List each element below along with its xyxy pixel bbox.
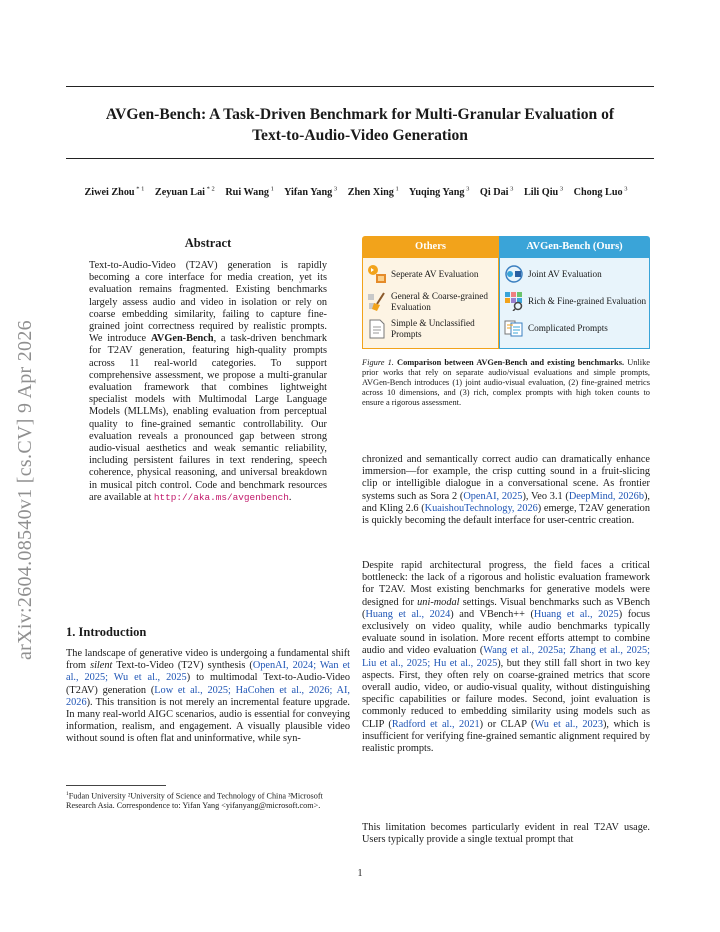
page-number: 1 bbox=[357, 868, 363, 879]
code-link[interactable]: http://aka.ms/avgenbench bbox=[153, 491, 289, 503]
author: Zhen Xing $^1$ bbox=[347, 186, 399, 199]
others-item-3: Simple & Unclassified Prompts bbox=[367, 318, 497, 339]
citation-link[interactable]: Radford et al., 2021 bbox=[391, 718, 480, 730]
others-item-1: Seperate AV Evaluation bbox=[367, 264, 497, 284]
author: Yifan Yang $^3$ bbox=[284, 186, 338, 199]
citation-link[interactable]: DeepMind, 2026b bbox=[568, 490, 644, 502]
abstract-text: Text-to-Audio-Video (T2AV) generation is rapidly becoming a core interface for media creation, yet its evaluation remains fragmented. Existing benchmarks largely assess audio and video in isolation or rely on coarse embedding similarity, failing to capture fine-grained joint correctness required by realistic prompts. We introduce AVGen-Bench, a task-driven benchmark for T2AV generation, featuring high-quality prompts across 11 real-world categories. To support comprehensive assessment, we propose a multi-granular evaluation framework that combines lightweight specialist models with Multimodal Large Language Models (MLLMs), enabling evaluation from perceptual quality to fine-grained semantic controllability. Our evaluation reveals a pronounced gap between strong audio-visual aesthetics and weak semantic reliability, including persistent failures in text rendering, speech coherence, physical reasoning, and universal breakdown in musical pitch control. Code and benchmark resources are available at http://aka.ms/avgenbench. bbox=[89, 260, 327, 503]
grid-metrics-icon bbox=[504, 291, 524, 311]
footnote: $^1$Fudan University ²University of Science and Technology of China ³Microsoft Research Asia. Correspondence to: Yifan Yang <yifanyang@microsoft.com>. bbox=[66, 791, 323, 811]
audio-video-icon bbox=[367, 264, 387, 284]
body-paragraph-2: Despite rapid architectural progress, the field faces a critical bottleneck: the lack of a rigorous and holistic evaluation framework for T2AV. Most existing benchmarks for generative models were designed for uni-modal settings. Visual benchmarks such as VBench (Huang et al., 2024) and VBench++ (Huang et al., 2025) focus exclusively on video quality, while audio benchmarks typically evaluate sound in isolation. More recent efforts attempt to combine audio and video evaluation (Wang et al., 2025a; Zhang et al., 2025; Liu et al., 2025; Hu et al., 2025), but they still fall short in two key aspects. First, they often rely on coarse-grained metrics that score overall audio, video, or audio-visual quality, without distinguishing specific capabilities or failure modes. Second, joint evaluation is commonly reduced to embedding similarity using models such as CLIP (Radford et al., 2021) or CLAP (Wu et al., 2023), which is insufficient for verifying fine-grained semantic alignment required by realistic prompts. bbox=[362, 560, 651, 755]
author-list bbox=[66, 183, 654, 200]
title-line-2: Text-to-Audio-Video Generation bbox=[252, 127, 468, 144]
author: Zeyuan Lai $^{* 2}$ bbox=[154, 186, 215, 199]
author: Qi Dai $^3$ bbox=[479, 186, 514, 199]
footnote-rule bbox=[66, 785, 166, 786]
author: Rui Wang $^1$ bbox=[225, 186, 274, 199]
broom-icon bbox=[367, 292, 387, 312]
citation-link[interactable]: Huang et al., 2025 bbox=[533, 608, 619, 620]
citation-link[interactable]: OpenAI, 2025 bbox=[463, 490, 523, 502]
abstract-section bbox=[66, 236, 350, 504]
author: Yuqing Yang $^3$ bbox=[408, 186, 470, 199]
paper-title bbox=[66, 104, 654, 146]
ours-item-2: Rich & Fine-grained Evaluation bbox=[504, 291, 648, 311]
citation-link[interactable]: Wang et al., 2025a; Zhang et al., 2025; Liu et al., 2025; Hu et al., 2025 bbox=[362, 645, 650, 669]
title-rule-bottom bbox=[66, 158, 654, 159]
tab-ours: AVGen-Bench (Ours) bbox=[499, 236, 650, 258]
complex-prompt-icon bbox=[504, 318, 524, 338]
title-line-1: AVGen-Bench: A Task-Driven Benchmark for Multi-Granular Evaluation of bbox=[105, 106, 615, 123]
body-paragraph-3: This limitation becomes particularly evident in real T2AV usage. Users typically provide a single textual prompt that bbox=[362, 822, 650, 846]
citation-link[interactable]: Huang et al., 2024 bbox=[365, 608, 451, 620]
body-paragraph-1: chronized and semantically correct audio can dramatically enhance immersion—for example, the crisp cutting sound in a fruit-slicing clip or intelligible dialogue in a conversational scene. As frontier systems such as Sora 2 (OpenAI, 2025), Veo 3.1 (DeepMind, 2026b), and Kling 2.6 (KuaishouTechnology, 2026) emerge, T2AV generation is quickly becoming the default interface for user-centric creation. bbox=[362, 454, 650, 527]
abstract-heading: Abstract bbox=[184, 236, 232, 250]
intro-text: The landscape of generative video is undergoing a fundamental shift from silent Text-to-Video (T2V) synthesis (OpenAI, 2024; Wan et al., 2025; Wu et al., 2025) to multimodal Text-to-Audio-Video (T2AV) generation (Low et al., 2025; HaCohen et al., 2026; AI, 2026). This transition is not merely an incremental feature upgrade. In many real-world AIGC scenarios, audio is essential for conveying information, realism, and engagement. A visually plausible video without sound is often flat and uninformative, while syn- bbox=[66, 648, 351, 745]
tab-others: Others bbox=[362, 236, 499, 258]
ours-panel bbox=[499, 258, 650, 349]
others-panel bbox=[362, 258, 499, 349]
author: Chong Luo $^3$ bbox=[573, 186, 628, 199]
figure-1 bbox=[362, 236, 650, 348]
citation-link[interactable]: OpenAI, 2024; Wan et al., 2025; Wu et al., 2025 bbox=[66, 660, 350, 684]
citation-link[interactable]: KuaishouTechnology, 2026 bbox=[424, 502, 538, 514]
document-icon bbox=[367, 319, 387, 339]
intro-heading: 1. Introduction bbox=[66, 625, 147, 639]
citation-link[interactable]: Wu et al., 2023 bbox=[534, 718, 603, 730]
title-rule-top bbox=[66, 86, 654, 87]
citation-link[interactable]: Low et al., 2025; HaCohen et al., 2026; AI, 2026 bbox=[66, 684, 350, 708]
others-item-2: General & Coarse-grained Evaluation bbox=[367, 291, 497, 312]
ours-item-3: Complicated Prompts bbox=[504, 318, 648, 338]
figure-caption: Figure 1. Comparison between AVGen-Bench and existing benchmarks. Unlike prior works that rely on separate audio/visual evaluations and simple prompts, AVGen-Bench introduces (1) joint audio-visual evaluation, (2) fine-grained metrics across 10 dimensions, and (3) rich, complex prompts with high token counts to ensure a rigorous assessment. bbox=[362, 358, 650, 407]
author: Lili Qiu $^3$ bbox=[523, 186, 564, 199]
author: Ziwei Zhou $^{* 1}$ bbox=[84, 186, 145, 199]
joint-av-icon bbox=[504, 264, 524, 284]
ours-item-1: Joint AV Evaluation bbox=[504, 264, 648, 284]
arxiv-stamp: arXiv:2604.08540v1 [cs.CV] 9 Apr 2026 bbox=[14, 320, 36, 660]
